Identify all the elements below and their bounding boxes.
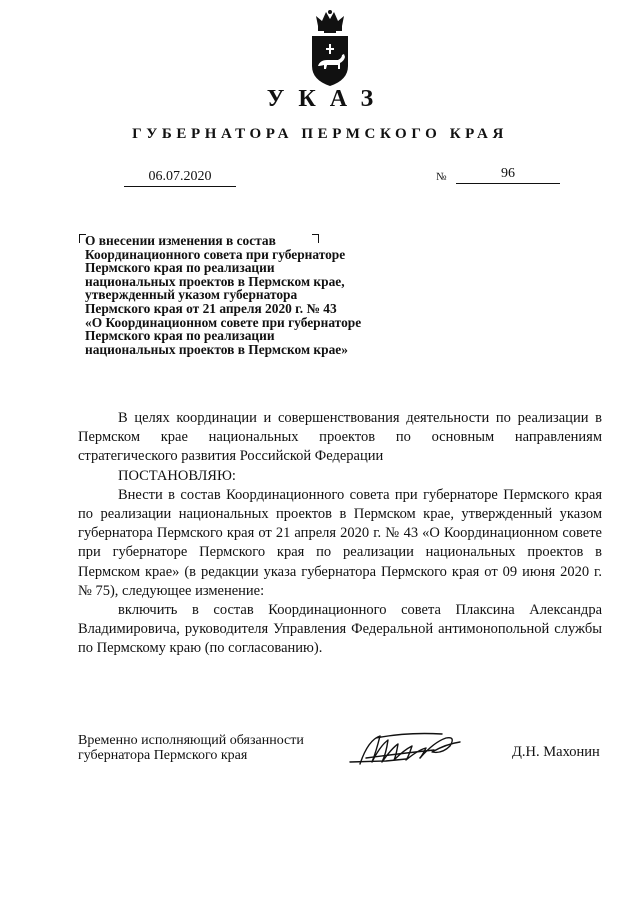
coat-of-arms-icon — [300, 8, 360, 88]
resolve-word: ПОСТАНОВЛЯЮ: — [118, 467, 236, 484]
subject-line: Пермского края по реализации — [85, 328, 275, 344]
subject-line: Координационного совета при губернаторе — [85, 246, 346, 262]
preamble-paragraph: В целях координации и совершенствования деятельности по реализации в Пермском крае национальных проектов по основным направлениям стратегического развития Российской Федерации — [78, 410, 602, 465]
number-sign: № — [436, 171, 447, 183]
document-type-title: УКАЗ — [266, 86, 388, 112]
clause-paragraph: Внести в состав Координационного совета при губернаторе Пермского края по реализации национальных проектов в Пермском крае, утвержденный указом губернатора Пермского края от 21 апреля 2020 г. № 43 «О Координационном совете при губернаторе Пермского края по реализации национальных проектов в Пермском крае» (в редакции указа губернатора Пермского края от 09 июня 2020 г. № 75), следующее изменение: — [78, 486, 602, 599]
document-subject — [85, 234, 415, 356]
subject-line: утвержденный указом губернатора — [85, 287, 298, 303]
handwritten-signature — [346, 728, 466, 772]
subject-line: Пермского края от 21 апреля 2020 г. № 43 — [85, 300, 337, 316]
document-number: 96 — [456, 165, 560, 184]
issuer-title: ГУБЕРНАТОРА ПЕРМСКОГО КРАЯ — [132, 126, 508, 142]
signer-position-line: губернатора Пермского края — [78, 748, 248, 763]
subject-line: Пермского края по реализации — [85, 260, 275, 276]
subject-line: «О Координационном совете при губернаторе — [85, 314, 362, 330]
document-date: 06.07.2020 — [124, 168, 236, 187]
document-body — [78, 409, 602, 659]
subject-line: О внесении изменения в состав — [85, 233, 276, 248]
signer-position — [78, 733, 304, 763]
subject-line: национальных проектов в Пермском крае, — [85, 273, 345, 289]
change-paragraph: включить в состав Координационного совета Плаксина Александра Владимировича, руководителя Управления Федеральной антимонопольной службы по Пермскому краю (по согласованию). — [78, 602, 602, 657]
signer-name: Д.Н. Махонин — [512, 744, 600, 760]
signer-position-line: Временно исполняющий обязанности — [78, 733, 304, 748]
subject-line: национальных проектов в Пермском крае» — [85, 341, 348, 357]
